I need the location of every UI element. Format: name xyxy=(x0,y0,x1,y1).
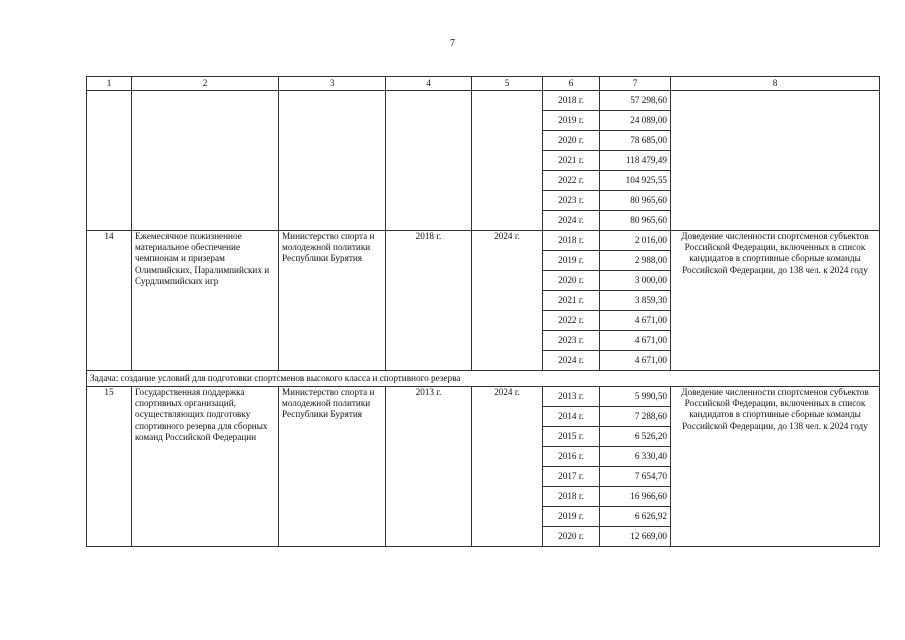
item-end-year: 2024 г. xyxy=(472,231,543,371)
year-cell: 2019 г. xyxy=(543,251,600,271)
year-cell: 2018 г. xyxy=(543,231,600,251)
year-cell: 2019 г. xyxy=(543,507,600,527)
header-cell: 3 xyxy=(279,77,386,91)
table-row xyxy=(87,91,880,111)
page-number: 7 xyxy=(450,38,455,49)
amount-cell: 4 671,00 xyxy=(600,311,671,331)
year-cell: 2015 г. xyxy=(543,427,600,447)
amount-cell: 104 925,55 xyxy=(600,171,671,191)
year-cell: 2017 г. xyxy=(543,467,600,487)
amount-cell: 16 966,60 xyxy=(600,487,671,507)
year-cell: 2022 г. xyxy=(543,311,600,331)
year-cell: 2024 г. xyxy=(543,211,600,231)
amount-cell: 2 016,00 xyxy=(600,231,671,251)
table-row xyxy=(87,387,880,407)
amount-cell: 24 089,00 xyxy=(600,111,671,131)
continued-executor-cell xyxy=(279,91,386,231)
year-cell: 2018 г. xyxy=(543,91,600,111)
task-row xyxy=(87,371,880,387)
continued-start-cell xyxy=(386,91,472,231)
item-start-year: 2018 г. xyxy=(386,231,472,371)
amount-cell: 7 654,70 xyxy=(600,467,671,487)
amount-cell: 78 685,00 xyxy=(600,131,671,151)
item-executor: Министерство спорта и молодежной политики Республики Бурятия xyxy=(279,231,386,371)
header-cell: 5 xyxy=(472,77,543,91)
amount-cell: 80 965,60 xyxy=(600,191,671,211)
program-table xyxy=(86,76,880,547)
year-cell: 2019 г. xyxy=(543,111,600,131)
year-cell: 2021 г. xyxy=(543,151,600,171)
year-cell: 2023 г. xyxy=(543,331,600,351)
amount-cell: 118 479,49 xyxy=(600,151,671,171)
amount-cell: 80 965,60 xyxy=(600,211,671,231)
amount-cell: 2 988,00 xyxy=(600,251,671,271)
header-cell: 7 xyxy=(600,77,671,91)
item-number: 14 xyxy=(87,231,132,371)
task-text: Задача: создание условий для подготовки спортсменов высокого класса и спортивного резерва xyxy=(87,371,880,387)
year-cell: 2022 г. xyxy=(543,171,600,191)
header-cell: 1 xyxy=(87,77,132,91)
header-cell: 6 xyxy=(543,77,600,91)
year-cell: 2023 г. xyxy=(543,191,600,211)
header-cell: 2 xyxy=(132,77,279,91)
year-cell: 2020 г. xyxy=(543,527,600,547)
amount-cell: 4 671,00 xyxy=(600,351,671,371)
header-cell: 8 xyxy=(671,77,880,91)
year-cell: 2020 г. xyxy=(543,271,600,291)
item-number: 15 xyxy=(87,387,132,547)
item-name: Государственная поддержка спортивных организаций, осуществляющих подготовку спортивного резерва для сборных команд Российской Федерации xyxy=(132,387,279,547)
year-cell: 2016 г. xyxy=(543,447,600,467)
amount-cell: 57 298,60 xyxy=(600,91,671,111)
continued-result-cell xyxy=(671,91,880,231)
table-row xyxy=(87,231,880,251)
amount-cell: 3 859,30 xyxy=(600,291,671,311)
amount-cell: 7 288,60 xyxy=(600,407,671,427)
amount-cell: 3 000,00 xyxy=(600,271,671,291)
year-cell: 2013 г. xyxy=(543,387,600,407)
item-executor: Министерство спорта и молодежной политики Республики Бурятия xyxy=(279,387,386,547)
item-start-year: 2013 г. xyxy=(386,387,472,547)
continued-num-cell xyxy=(87,91,132,231)
item-name: Ежемесячное пожизненное материальное обеспечение чемпионам и призерам Олимпийских, Паралимпийских и Сурдлимпийских игр xyxy=(132,231,279,371)
year-cell: 2014 г. xyxy=(543,407,600,427)
amount-cell: 12 669,00 xyxy=(600,527,671,547)
amount-cell: 5 990,50 xyxy=(600,387,671,407)
year-cell: 2021 г. xyxy=(543,291,600,311)
item-end-year: 2024 г. xyxy=(472,387,543,547)
amount-cell: 6 330,40 xyxy=(600,447,671,467)
continued-end-cell xyxy=(472,91,543,231)
header-row xyxy=(87,77,880,91)
item-result: Доведение численности спортсменов субъектов Российской Федерации, включенных в список кандидатов в спортивные сборные команды Российской Федерации, до 138 чел. к 2024 году xyxy=(671,231,880,371)
amount-cell: 4 671,00 xyxy=(600,331,671,351)
year-cell: 2024 г. xyxy=(543,351,600,371)
amount-cell: 6 526,20 xyxy=(600,427,671,447)
item-result: Доведение численности спортсменов субъектов Российской Федерации, включенных в список кандидатов в спортивные сборные команды Российской Федерации, до 138 чел. к 2024 году xyxy=(671,387,880,547)
amount-cell: 6 626,92 xyxy=(600,507,671,527)
continued-name-cell xyxy=(132,91,279,231)
year-cell: 2020 г. xyxy=(543,131,600,151)
header-cell: 4 xyxy=(386,77,472,91)
year-cell: 2018 г. xyxy=(543,487,600,507)
